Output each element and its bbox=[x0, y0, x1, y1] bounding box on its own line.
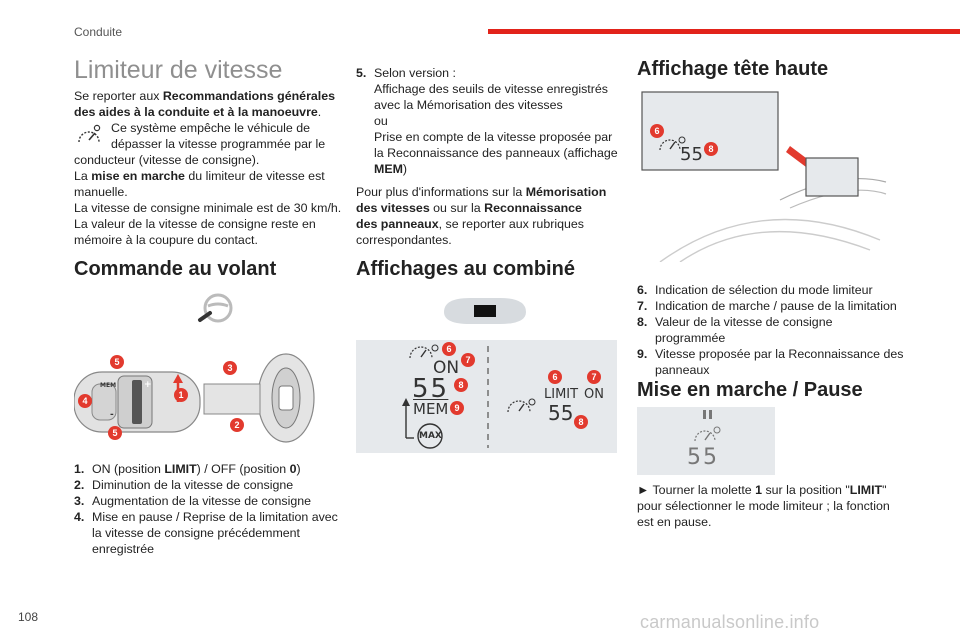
instrument-cluster-icon bbox=[440, 294, 530, 328]
callout-badge-6: 6 bbox=[442, 342, 456, 356]
lever-plus-label: + bbox=[144, 380, 152, 390]
callout-badge-1: 1 bbox=[174, 388, 188, 402]
list-item: 3. Augmentation de la vitesse de consigne bbox=[74, 494, 312, 508]
callout-badge-3: 3 bbox=[223, 361, 237, 375]
cluster-on-text-2: ON bbox=[584, 387, 604, 402]
page-title: Limiteur de vitesse bbox=[74, 56, 283, 84]
note-text: Ce système empêche le véhicule de dépasser la vitesse programmée par le bbox=[111, 121, 326, 151]
intro-paragraph: Se reporter aux Recommandations générales des aides à la conduite et à la manoeuvre. bbox=[74, 89, 336, 119]
start-pause-instruction: ► Tourner la molette 1 sur la position "LIMIT" pour sélectionner le mode limiteur ; la fonction est en pause. bbox=[637, 483, 890, 529]
callout-badge-9: 9 bbox=[450, 401, 464, 415]
hud-speed-value: 55 bbox=[680, 144, 703, 165]
list-item: 2. Diminution de la vitesse de consigne bbox=[74, 478, 294, 492]
callout-badge-8-right: 8 bbox=[574, 415, 588, 429]
list-item: 6. Indication de sélection du mode limiteur bbox=[637, 283, 873, 297]
callout-badge-7: 7 bbox=[461, 353, 475, 367]
list-item: 9. Vitesse proposée par la Reconnaissance des panneaux bbox=[637, 347, 904, 377]
callout-badge-5-bottom: 5 bbox=[108, 426, 122, 440]
header-accent-bar bbox=[488, 29, 960, 34]
list-item: 7. Indication de marche / pause de la limitation bbox=[637, 299, 897, 313]
cluster-on-text: ON bbox=[433, 358, 460, 378]
steering-wheel-icon bbox=[196, 292, 236, 326]
callout-badge-8: 8 bbox=[454, 378, 468, 392]
lever-mem-label: MEM bbox=[100, 382, 117, 389]
speedometer-note-icon bbox=[76, 122, 102, 148]
steering-control-list bbox=[74, 461, 344, 557]
cluster-speed-value: 55 bbox=[412, 374, 450, 404]
cluster-limit-text: LIMIT bbox=[544, 387, 579, 402]
cluster-max-text: MAX bbox=[419, 431, 442, 441]
item-5: 5. Selon version : Affichage des seuils de vitesse enregistrés avec la Mémorisation des vitesses ou Prise en compte de la vitesse proposée par la Reconnaissance des panneaux (affichage MEM) bbox=[356, 66, 618, 176]
list-item: 8. Valeur de la vitesse de consigne programmée bbox=[637, 315, 833, 345]
heading-head-up-display: Affichage tête haute bbox=[637, 58, 829, 80]
pause-display-illustration bbox=[637, 407, 775, 475]
callout-badge-8-hud: 8 bbox=[704, 142, 718, 156]
body-text: conducteur (vitesse de consigne). La mise en marche du limiteur de vitesse est manuelle. La vitesse de consigne minimale est de 30 km/h. La valeur de la vitesse de consigne reste en mémoire à la coupure du contact. bbox=[74, 153, 342, 247]
callout-badge-5: 5 bbox=[110, 355, 124, 369]
lever-minus-label: - bbox=[110, 410, 114, 420]
heading-cluster-displays: Affichages au combiné bbox=[356, 258, 575, 280]
watermark: carmanualsonline.info bbox=[640, 612, 820, 632]
list-item: 4. Mise en pause / Reprise de la limitation avec la vitesse de consigne précédemment enregistrée bbox=[74, 510, 338, 556]
callout-badge-2: 2 bbox=[230, 418, 244, 432]
callout-badge-6-hud: 6 bbox=[650, 124, 664, 138]
cluster-mem-text: $\overline{MEM}$ bbox=[413, 400, 449, 418]
heading-steering-control: Commande au volant bbox=[74, 258, 277, 280]
cluster-speed-value-2: 55 bbox=[548, 401, 574, 425]
cluster-display-illustration bbox=[356, 340, 617, 453]
callout-badge-4: 4 bbox=[78, 394, 92, 408]
section-label: Conduite bbox=[74, 25, 123, 39]
pause-speed-value: 55 bbox=[687, 445, 719, 470]
heading-start-pause: Mise en marche / Pause bbox=[637, 379, 863, 401]
list-item: 1. ON (position LIMIT) / OFF (position 0) bbox=[74, 462, 301, 476]
callout-badge-7-right: 7 bbox=[587, 370, 601, 384]
head-up-display-illustration bbox=[640, 90, 888, 262]
display-legend-list bbox=[637, 282, 905, 378]
callout-badge-6-right: 6 bbox=[548, 370, 562, 384]
page-number: 108 bbox=[18, 610, 39, 624]
info-paragraph: Pour plus d'informations sur la Mémorisation des vitesses ou sur la Reconnaissance des panneaux, se reporter aux rubriques correspondantes. bbox=[356, 185, 607, 247]
